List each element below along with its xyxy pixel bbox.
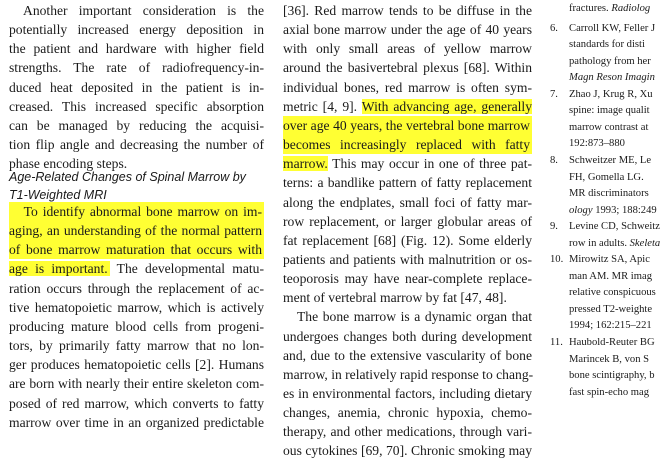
text-run: tors, by primarily fatty marrow that no lon- <box>9 338 264 354</box>
body-text-line <box>9 39 264 58</box>
body-text-line <box>9 97 264 116</box>
text-run: the patient and hardware with higher field <box>9 41 264 57</box>
text-run: tion flip angle and decreasing the number of <box>9 137 264 153</box>
text-run: therapy, and other medications, through vari- <box>283 424 532 440</box>
body-text-line <box>283 154 532 173</box>
highlighted-text: To identify abnormal bone marrow on im- <box>9 204 262 219</box>
reference-text: ology 1993; 188:249 <box>569 204 657 216</box>
text-run: Another important consideration is the <box>23 3 264 18</box>
reference-text: pressed T2-weighte <box>569 303 653 315</box>
text-run: producing mature blood cells from progeni- <box>9 318 264 334</box>
body-text-line <box>283 422 532 441</box>
body-text-line <box>283 269 532 288</box>
body-text-line <box>283 327 532 346</box>
body-text-line <box>9 58 264 77</box>
text-run: ger produces hematopoietic cells [2]. Humans <box>9 357 264 373</box>
journal-name: Radiolog <box>611 3 651 14</box>
body-text-line <box>9 116 264 135</box>
text-run: [36]. Red marrow tends to be diffuse in the <box>283 3 532 18</box>
body-text-line <box>283 384 532 403</box>
text-run: The developmental matu- <box>109 261 264 277</box>
reference-line <box>569 1 650 17</box>
text-run: potentially increased energy deposition in <box>9 22 264 38</box>
text-run: are born with nearly their entire skeleton com- <box>9 376 264 392</box>
body-text-line <box>9 298 264 317</box>
reference-number: 11. <box>550 337 563 348</box>
reference-text: standards for disti <box>569 39 645 51</box>
body-text-line <box>283 1 532 20</box>
body-text-line <box>283 212 532 231</box>
body-text-line <box>9 317 264 336</box>
heading-text: Age-Related Changes of Spinal Marrow by <box>9 170 246 184</box>
text-run: marrow over time in an organized predictable <box>9 414 264 430</box>
highlighted-text: aging, an understanding of the normal pattern <box>9 223 262 239</box>
body-text-line <box>9 413 264 432</box>
text-run: ment of vertebral marrow by fat [47, 48]. <box>283 290 507 306</box>
reference-text: Marincek B, von S <box>569 353 650 365</box>
body-text-line <box>283 307 532 326</box>
highlighted-text: age is important. <box>9 261 108 277</box>
text-run: along the endplates, small foci of fatty mar- <box>283 194 532 210</box>
text-run: row replacement, or larger globular areas of <box>283 213 532 229</box>
journal-name: ology <box>569 204 593 216</box>
reference-text: marrow contrast at <box>569 121 649 133</box>
text-run: metric [4, 9]. <box>283 98 362 114</box>
body-text-line <box>9 355 264 374</box>
body-text-line <box>283 173 532 192</box>
reference-text: 192:873–880 <box>569 138 625 150</box>
text-run: fat replacement [68] (Fig. 12). Some elderly <box>283 232 532 248</box>
highlighted-text: over age 40 years, the vertebral bone marrow <box>283 117 530 133</box>
reference-text: Levine CD, Schweitz <box>569 221 660 233</box>
text-run: with only small areas of yellow marrow <box>283 41 532 57</box>
body-text-line <box>9 20 264 39</box>
reference-text: bone scintigraphy, b <box>569 370 655 382</box>
text-run: can be managed by reducing the acquisi- <box>9 117 264 133</box>
body-text-line <box>283 365 532 384</box>
body-text-line <box>283 58 532 77</box>
highlighted-text: marrow. <box>283 156 328 172</box>
body-text-line <box>9 135 264 154</box>
reference-text: Schweitzer ME, Le <box>569 154 652 166</box>
body-text-line <box>283 231 532 250</box>
text-run: phase encoding steps. <box>9 156 128 172</box>
reference-text: fast spin-echo mag <box>569 386 650 398</box>
text-run: creased. This increased specific absorption <box>9 98 264 114</box>
body-text-line <box>283 97 532 116</box>
reference-text: row in adults. Skeleta <box>569 237 660 249</box>
reference-number: 9. <box>550 221 558 233</box>
highlighted-text: With advancing age, generally <box>361 98 532 114</box>
reference-text: pathology from her <box>569 55 651 67</box>
heading-text: T1-Weighted MRI <box>9 188 107 202</box>
text-run: strengths. The rate of radiofrequency-in- <box>9 60 264 76</box>
body-text-line <box>9 221 264 240</box>
text-run: individual bones, red marrow is often sym- <box>283 79 532 95</box>
body-text-line <box>283 441 532 460</box>
reference-number: 10. <box>550 254 564 266</box>
text-run: axial bone marrow under the age of 40 years <box>283 22 532 38</box>
text-run: and, due to the extensive vascularity of bone <box>283 347 532 363</box>
body-text-line <box>283 193 532 212</box>
reference-text: man AM. MR imag <box>569 270 652 282</box>
body-text-line <box>9 279 264 298</box>
text-run: terns: a bandlike pattern of fatty replacement <box>283 175 532 191</box>
text-run: ration occurs through the replacement of ac- <box>9 280 264 296</box>
body-text-line <box>283 78 532 97</box>
reference-text: Carroll KW, Feller J <box>569 22 656 34</box>
text-run: ous cytokines [69, 70]. Chronic smoking may <box>283 443 532 459</box>
reference-text: Mirowitz SA, Apic <box>569 254 650 266</box>
body-text-line <box>9 259 264 278</box>
body-text-line <box>283 403 532 422</box>
text-run: fractures. <box>569 3 612 14</box>
reference-text: Zhao J, Krug R, Xu <box>569 88 653 100</box>
reference-text: 1994; 162:215–221 <box>569 320 652 332</box>
text-run: around the basivertebral plexus [68]. Within <box>283 60 532 76</box>
text-run: tive hematopoietic marrow, which is actively <box>9 299 264 315</box>
text-run: duced heat deposited in the patient is in- <box>9 79 264 95</box>
body-text-line <box>9 240 264 259</box>
body-text-line <box>283 288 532 307</box>
body-text-line <box>9 1 264 20</box>
body-text-line <box>9 202 264 221</box>
journal-name: Skeleta <box>629 237 660 249</box>
reference-number: 7. <box>550 88 558 100</box>
reference-number: 8. <box>550 154 558 166</box>
text-run: es in environmental factors, including dietary <box>283 386 532 401</box>
text-run: patients and patients with malnutrition or os- <box>283 251 532 267</box>
text-run: This may occur in one of three pat- <box>327 156 532 172</box>
text-run: posed of red marrow, which converts to fatty <box>9 395 264 411</box>
reference-text: relative conspicuous <box>569 287 656 299</box>
column-references <box>550 0 660 407</box>
text-run: undergoes changes both during development <box>283 328 532 344</box>
body-text-line <box>9 374 264 393</box>
highlighted-text: of bone marrow maturation that occurs with <box>9 242 262 258</box>
body-text-line <box>283 346 532 365</box>
body-text-line <box>283 20 532 39</box>
body-text-line <box>283 250 532 269</box>
highlighted-text: becomes increasingly replaced with fatty <box>283 137 530 153</box>
text-run: The bone marrow is a dynamic organ that <box>297 309 532 325</box>
body-text-line <box>283 39 532 58</box>
body-text-line <box>9 394 264 413</box>
reference-text: Magn Reson Imagin <box>569 72 655 84</box>
body-text-line <box>9 78 264 97</box>
body-text-line <box>9 336 264 355</box>
section-heading <box>9 168 246 187</box>
reference-number: 6. <box>550 22 558 34</box>
body-text-line <box>283 135 532 154</box>
reference-text: MR discriminators <box>569 188 649 200</box>
text-run: changes, anemia, chronic hypoxia, chemo- <box>283 405 532 421</box>
text-run: teoporosis may have near-complete replace- <box>283 271 532 287</box>
reference-text: spine: image qualit <box>569 105 650 117</box>
text-run: marrow, in relatively rapid response to chang- <box>283 366 534 382</box>
reference-text: Haubold-Reuter BG <box>569 337 655 348</box>
reference-text: FH, Gomella LG. <box>569 171 644 183</box>
body-text-line <box>283 116 532 135</box>
